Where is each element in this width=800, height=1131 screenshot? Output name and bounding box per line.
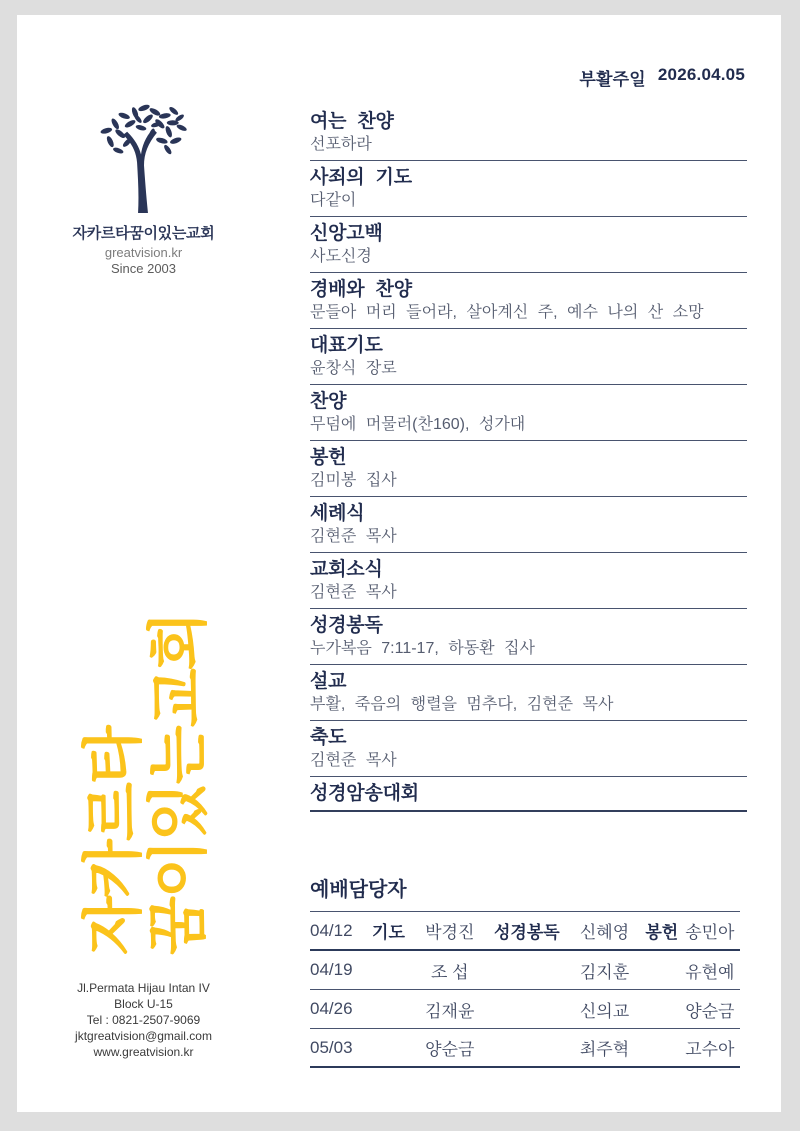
order-item-detail: 다같이 <box>310 192 357 209</box>
worship-date-label: 부활주일 <box>579 70 646 89</box>
order-item-title: 봉헌 <box>310 447 347 468</box>
order-item <box>310 217 747 273</box>
order-item-detail: 윤창식 장로 <box>310 360 397 377</box>
order-item-detail: 김현준 목사 <box>310 752 397 769</box>
order-item-title: 세례식 <box>310 503 365 524</box>
order-item-detail: 김미봉 집사 <box>310 472 397 489</box>
order-of-worship <box>310 105 747 812</box>
table-row <box>310 951 740 990</box>
order-item-title: 축도 <box>310 727 347 748</box>
order-item <box>310 721 747 777</box>
order-item <box>310 105 747 161</box>
order-item-title: 사죄의 기도 <box>310 167 412 188</box>
church-name-prefix: 자카르타 <box>72 225 130 242</box>
cell-name-scripture: 김지훈 <box>579 962 630 982</box>
order-item-detail: 부활, 죽음의 행렬을 멈추다, 김현준 목사 <box>310 696 614 713</box>
tree-icon <box>92 101 196 215</box>
bulletin-page <box>17 15 781 1112</box>
order-item <box>310 665 747 721</box>
order-item-title: 경배와 찬양 <box>310 279 412 300</box>
order-item <box>310 777 747 812</box>
order-item-detail: 김현준 목사 <box>310 584 397 601</box>
cell-role-offering: 봉헌 <box>645 923 679 942</box>
cell-name-prayer: 김재윤 <box>425 1001 475 1021</box>
cell-role-scripture: 성경봉독 <box>493 923 560 942</box>
church-name <box>17 222 270 243</box>
cell-name-scripture: 신의교 <box>579 1001 630 1021</box>
contact-line-website: www.greatvision.kr <box>93 1044 194 1059</box>
order-item <box>310 273 747 329</box>
cell-name-scripture: 최주혁 <box>579 1040 630 1059</box>
order-item-title: 찬양 <box>310 391 347 412</box>
table-row <box>310 1029 740 1068</box>
church-website: greatvision.kr <box>104 245 183 260</box>
order-item <box>310 385 747 441</box>
assignments-section <box>310 873 740 1068</box>
church-since: Since 2003 <box>110 261 177 276</box>
order-item-detail: 누가복음 7:11-17, 하동환 집사 <box>310 640 535 657</box>
cell-date: 05/03 <box>310 1037 353 1057</box>
order-item <box>310 553 747 609</box>
order-item <box>310 329 747 385</box>
cell-name-prayer: 박경진 <box>425 923 475 942</box>
contact-info <box>17 981 270 1061</box>
order-item <box>310 441 747 497</box>
order-item-title: 성경봉독 <box>310 615 383 636</box>
worship-date-value: 2026.04.05 <box>657 65 745 84</box>
banner-line-2: 꿈이있는교회 <box>144 613 213 955</box>
church-logo <box>17 101 270 276</box>
order-item <box>310 609 747 665</box>
order-item-title: 성경암송대회 <box>310 783 419 804</box>
order-item-title: 여는 찬양 <box>310 111 394 132</box>
contact-line-phone: Tel : 0821-2507-9069 <box>86 1012 201 1027</box>
church-identity <box>17 15 270 276</box>
order-item-title: 신앙고백 <box>310 223 383 244</box>
order-item-detail: 선포하라 <box>310 136 372 153</box>
cell-name-offering: 송민아 <box>685 923 735 942</box>
table-row <box>310 912 740 951</box>
order-item-title: 교회소식 <box>310 559 383 580</box>
cell-name-offering: 유현예 <box>685 962 735 982</box>
contact-line-email: jktgreatvision@gmail.com <box>75 1028 212 1043</box>
contact-line-address2: Block U-15 <box>114 996 173 1011</box>
order-item-detail: 사도신경 <box>310 248 372 265</box>
order-item-title: 대표기도 <box>310 335 383 356</box>
banner-line-1: 자카르타 <box>79 727 147 955</box>
cell-name-scripture: 신혜영 <box>579 923 630 942</box>
assignments-title: 예배담당자 <box>310 873 740 912</box>
cell-date: 04/26 <box>310 999 353 1018</box>
order-item <box>310 497 747 553</box>
order-item-detail: 문들아 머리 들어라, 살아계신 주, 예수 나의 산 소망 <box>310 304 704 321</box>
order-item-detail: 김현준 목사 <box>310 528 397 545</box>
contact-line-address1: Jl.Permata Hijau Intan IV <box>77 981 210 995</box>
vertical-church-banner <box>81 613 212 955</box>
cell-name-offering: 양순금 <box>685 1001 735 1021</box>
cell-name-prayer: 조 섭 <box>430 962 469 982</box>
table-row <box>310 990 740 1029</box>
cell-date: 04/19 <box>310 960 353 979</box>
church-name-bold: 꿈이있는교회 <box>129 225 215 242</box>
cell-name-offering: 고수아 <box>685 1040 735 1059</box>
cell-name-prayer: 양순금 <box>425 1040 475 1059</box>
cell-role-prayer: 기도 <box>372 923 405 942</box>
order-item-detail: 무덤에 머물러(찬160), 성가대 <box>310 416 526 433</box>
cell-date: 04/12 <box>310 920 353 940</box>
worship-date <box>579 65 745 90</box>
order-item <box>310 161 747 217</box>
order-item-title: 설교 <box>310 671 347 692</box>
